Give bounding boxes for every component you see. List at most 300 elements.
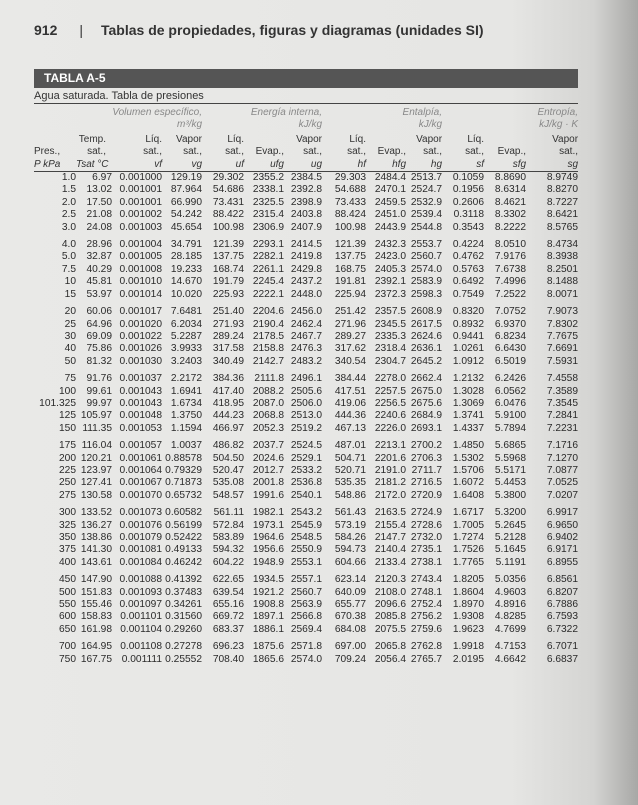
table-row: [34, 239, 578, 251]
table-cell: 136.27: [80, 519, 112, 531]
table-cell: 14.670: [170, 276, 202, 288]
table-cell: 2662.4: [410, 373, 443, 385]
table-cell: 2085.8: [374, 611, 407, 623]
table-cell: 0.56199: [165, 519, 202, 531]
table-cell: 0.001084: [119, 556, 162, 568]
table-cell: 0.001017: [119, 306, 162, 318]
table-cell: 444.36: [334, 410, 367, 422]
table-cell: 137.75: [212, 251, 244, 263]
table-cell: 325: [59, 519, 76, 531]
table-row: [34, 440, 578, 452]
table-cell: 2318.4: [374, 343, 407, 355]
table-cell: 5.2287: [170, 330, 202, 342]
table-cell: 99.61: [86, 385, 112, 397]
table-cell: 622.65: [212, 574, 244, 586]
group-unit-row: [34, 119, 578, 133]
table-cell: 2645.2: [410, 355, 443, 367]
column-header: [244, 134, 284, 146]
table-cell: 2762.8: [410, 641, 443, 653]
table-cell: 2429.8: [290, 263, 323, 275]
table-cell: 2355.2: [252, 172, 284, 184]
table-cell: 167.75: [80, 653, 112, 665]
table-cell: 2529.1: [290, 452, 323, 464]
table-cell: 168.74: [212, 263, 244, 275]
table-cell: 1.0037: [170, 440, 202, 452]
table-cell: 129.19: [170, 172, 202, 184]
table-cell: 1.4850: [452, 440, 485, 452]
table-cell: 0.37483: [165, 586, 202, 598]
table-cell: 317.58: [212, 343, 244, 355]
table-cell: 191.79: [212, 276, 244, 288]
table-cell: 2256.5: [374, 397, 407, 409]
table-cell: 467.13: [334, 422, 367, 434]
table-cell: 2743.4: [410, 574, 443, 586]
table-cell: 0.7549: [452, 288, 485, 300]
table-cell: 8.8690: [494, 172, 527, 184]
table-cell: 275: [59, 489, 76, 501]
table-caption: Agua saturada. Tabla de presiones: [34, 90, 204, 102]
table-cell: 1956.6: [252, 544, 284, 556]
table-cell: 2476.3: [290, 343, 323, 355]
table-row: [34, 507, 578, 519]
table-cell: 2505.6: [290, 385, 323, 397]
table-cell: 100.98: [212, 221, 244, 233]
table-cell: 2.5: [61, 209, 76, 221]
table-cell: 466.97: [212, 422, 244, 434]
column-header: vg: [191, 158, 202, 170]
table-cell: 147.90: [80, 574, 112, 586]
table-cell: 8.4621: [494, 196, 527, 208]
column-header: sat.,: [559, 146, 579, 158]
table-cell: 5.0356: [494, 574, 527, 586]
table-cell: 2201.6: [374, 452, 407, 464]
table-cell: 8.0510: [494, 239, 527, 251]
table-cell: 0.001004: [119, 239, 162, 251]
table-cell: 2372.3: [374, 288, 407, 300]
table-cell: 2111.8: [254, 373, 284, 385]
table-cell: 4.8285: [494, 611, 527, 623]
table-cell: 5.2645: [494, 519, 527, 531]
table-cell: 2484.4: [374, 172, 407, 184]
table-cell: 0.001043: [119, 385, 162, 397]
table-cell: 0.001003: [119, 221, 162, 233]
table-row: [34, 276, 578, 288]
column-header: sfg: [512, 158, 527, 170]
column-header: sg: [567, 158, 579, 170]
table-cell: 164.95: [80, 641, 112, 653]
table-cell: 40.29: [86, 263, 112, 275]
table-cell: 0.3543: [452, 221, 485, 233]
table-cell: 7.8302: [546, 318, 579, 330]
table-cell: 2315.4: [252, 209, 284, 221]
column-header: Evap.,: [255, 146, 284, 158]
table-cell: 2732.0: [410, 532, 443, 543]
table-cell: 604.22: [212, 556, 244, 568]
table-cell: 161.98: [80, 623, 112, 635]
table-cell: 584.26: [334, 532, 367, 543]
table-row: [34, 453, 578, 465]
table-cell: 504.50: [212, 452, 244, 464]
table-cell: 2432.3: [374, 239, 407, 251]
table-cell: 2240.6: [374, 410, 407, 422]
table-row: [34, 587, 578, 599]
table-cell: 289.24: [212, 330, 244, 342]
table-cell: 40: [64, 343, 76, 355]
table-cell: 0.65732: [165, 489, 202, 501]
table-cell: 2293.1: [252, 239, 284, 251]
table-cell: 7.4996: [494, 276, 527, 288]
table-cell: 2684.9: [410, 410, 443, 422]
table-cell: 2190.4: [252, 318, 284, 330]
table-cell: 300: [59, 507, 76, 519]
table-cell: 594.32: [212, 544, 244, 556]
table-cell: 6.8234: [494, 330, 527, 342]
table-cell: 0.79329: [165, 464, 202, 476]
table-cell: 2338.1: [252, 184, 284, 196]
table-cell: 2155.4: [374, 519, 407, 531]
table-cell: 2133.4: [374, 556, 407, 568]
table-cell: 2545.9: [290, 519, 323, 531]
table-cell: 1.6408: [452, 489, 485, 501]
column-header: Vapor: [296, 133, 323, 145]
table-cell: 450: [59, 574, 76, 586]
table-cell: 683.37: [212, 623, 244, 635]
table-cell: 3.9933: [170, 343, 202, 355]
table-cell: 3.0: [61, 221, 76, 233]
table-cell: 0.001030: [119, 355, 162, 367]
table-row: [34, 599, 578, 611]
table-cell: 6.6837: [546, 653, 579, 665]
table-cell: 20: [64, 306, 76, 318]
table-cell: 2403.8: [290, 209, 323, 221]
table-cell: 2752.4: [410, 599, 443, 611]
table-row: [34, 306, 578, 318]
table-cell: 504.71: [334, 452, 367, 464]
table-cell: 1.8205: [452, 574, 485, 586]
table-cell: 2158.8: [252, 343, 284, 355]
table-cell: 2756.2: [410, 611, 443, 623]
table-cell: 101.325: [39, 397, 76, 409]
table-cell: 7.6691: [546, 343, 579, 355]
table-cell: 8.6314: [494, 184, 527, 196]
table-cell: 417.40: [212, 385, 244, 397]
table-cell: 2748.1: [410, 586, 443, 598]
table-row: [34, 319, 578, 331]
table-cell: 21.08: [86, 209, 112, 221]
table-cell: 0.001026: [119, 343, 162, 355]
table-cell: 0.3118: [453, 209, 485, 221]
table-row: [34, 264, 578, 276]
table-cell: 116.04: [81, 440, 112, 452]
table-cell: 550: [59, 599, 76, 611]
table-cell: 45.654: [170, 221, 202, 233]
table-cell: 1.3750: [170, 410, 202, 422]
table-cell: 2608.9: [410, 306, 443, 318]
table-cell: 1991.6: [252, 489, 284, 501]
table-cell: 2024.6: [252, 452, 284, 464]
table-cell: 0.001073: [119, 507, 162, 519]
table-cell: 1.6734: [170, 397, 202, 409]
table-cell: 1.7005: [452, 519, 485, 531]
table-cell: 2716.5: [410, 477, 443, 489]
table-cell: 0.25552: [165, 653, 202, 665]
table-cell: 8.2222: [494, 221, 527, 233]
table-cell: 5.2128: [494, 532, 527, 543]
table-cell: 1.3069: [452, 397, 485, 409]
group-specific-volume: Volumen específico,: [112, 107, 202, 118]
column-header: [366, 134, 406, 146]
table-cell: 0.001111: [121, 653, 162, 665]
table-cell: 5.5171: [494, 464, 527, 476]
table-cell: 2304.7: [374, 355, 407, 367]
column-header: ufg: [270, 158, 284, 170]
table-cell: 150: [59, 422, 76, 434]
table-cell: 2172.0: [374, 489, 407, 501]
table-cell: 0.001104: [120, 623, 162, 635]
table-cell: 1.8604: [452, 586, 485, 598]
table-cell: 8.6421: [546, 209, 579, 221]
table-cell: 2456.0: [290, 306, 323, 318]
table-cell: 2675.0: [410, 385, 443, 397]
table-row: [34, 423, 578, 435]
table-cell: 6.9402: [546, 532, 579, 543]
unit-internal-energy: kJ/kg: [298, 119, 323, 131]
table-cell: 1.6717: [452, 507, 485, 519]
table-cell: 289.27: [334, 330, 367, 342]
table-cell: 1.7526: [452, 544, 485, 556]
table-cell: 0.71873: [165, 477, 202, 489]
table-cell: 670.38: [334, 611, 367, 623]
table-cell: 155.46: [80, 599, 112, 611]
table-cell: 130.58: [80, 489, 112, 501]
table-cell: 2524.5: [290, 440, 323, 452]
table-cell: 2636.1: [410, 343, 443, 355]
column-header: Evap.,: [497, 146, 527, 158]
table-cell: 375: [59, 544, 76, 556]
table-cell: 6.8561: [546, 574, 579, 586]
column-header: Vapor: [416, 133, 443, 145]
table-row: [34, 289, 578, 301]
table-cell: 639.54: [212, 586, 244, 598]
table-cell: 54.688: [334, 184, 367, 196]
table-cell: 7.9176: [494, 251, 527, 263]
table-cell: 137.75: [334, 251, 367, 263]
table-cell: 1.3741: [452, 410, 485, 422]
table-cell: 143.61: [80, 556, 112, 568]
table-cell: 251.42: [334, 306, 367, 318]
table-cell: 0.001008: [119, 263, 162, 275]
table-cell: 2675.6: [410, 397, 443, 409]
table-cell: 271.96: [334, 318, 367, 330]
table-cell: 2543.2: [290, 507, 323, 519]
table-row: [34, 654, 578, 666]
table-cell: 2574.0: [290, 653, 323, 665]
table-row: [34, 557, 578, 569]
table-cell: 8.3302: [494, 209, 527, 221]
table-cell: 1.7274: [452, 532, 485, 543]
column-header: Líq.: [145, 133, 162, 145]
table-cell: 2147.7: [374, 532, 407, 543]
table-cell: 121.39: [334, 239, 367, 251]
table-cell: 4.8916: [494, 599, 527, 611]
table-cell: 8.7227: [546, 196, 579, 208]
table-cell: 444.23: [212, 410, 244, 422]
table-cell: 2437.2: [290, 276, 323, 288]
table-cell: 5.3200: [494, 507, 527, 519]
table-cell: 0.001022: [119, 330, 162, 342]
table-row: [34, 386, 578, 398]
table-cell: 1.6941: [170, 385, 202, 397]
table-cell: 417.51: [334, 385, 367, 397]
table-cell: 1.6072: [452, 477, 485, 489]
table-cell: 2120.3: [374, 574, 407, 586]
table-cell: 28.96: [86, 239, 112, 251]
table-cell: 2163.5: [374, 507, 407, 519]
group-enthalpy: Entalpía,: [402, 107, 443, 118]
table-cell: 73.433: [334, 196, 367, 208]
table-cell: 1897.1: [252, 611, 284, 623]
table-cell: 655.77: [334, 599, 367, 611]
table-cell: 623.14: [334, 574, 367, 586]
table-cell: 6.9917: [546, 507, 579, 519]
table-cell: 2419.8: [290, 251, 323, 263]
table-cell: 340.49: [212, 355, 244, 367]
table-cell: 7.2231: [546, 422, 579, 434]
table-cell: 2711.7: [411, 464, 443, 476]
table-cell: 0.001001: [119, 196, 162, 208]
table-cell: 2278.0: [374, 373, 407, 385]
table-cell: 1.0: [61, 172, 76, 184]
table-row: [34, 356, 578, 368]
table-cell: 535.35: [334, 477, 367, 489]
table-row: [34, 477, 578, 489]
table-cell: 0.001064: [119, 464, 162, 476]
table-cell: 7.2841: [546, 410, 579, 422]
column-header: P kPa: [34, 158, 61, 170]
table-cell: 5.3800: [494, 489, 527, 501]
table-cell: 5.7894: [494, 422, 527, 434]
table-row: [34, 465, 578, 477]
table-row: [34, 574, 578, 586]
table-cell: 2226.0: [374, 422, 407, 434]
table-cell: 2553.7: [410, 239, 443, 251]
table-cell: 535.08: [212, 477, 244, 489]
table-cell: 1921.2: [252, 586, 284, 598]
table-cell: 28.185: [170, 251, 202, 263]
table-cell: 1.9918: [452, 641, 485, 653]
table-cell: 419.06: [334, 397, 367, 409]
table-cell: 53.97: [86, 288, 112, 300]
column-header: Vapor: [176, 133, 202, 145]
table-row: [34, 624, 578, 636]
table-cell: 0.29260: [165, 623, 202, 635]
table-cell: 697.00: [334, 641, 367, 653]
table-cell: 640.09: [334, 586, 367, 598]
table-cell: 2443.9: [374, 221, 407, 233]
table-cell: 7.0207: [546, 489, 579, 501]
table-cell: 700: [59, 641, 76, 653]
table-cell: 2142.7: [252, 355, 284, 367]
table-cell: 2553.1: [290, 556, 323, 568]
table-cell: 121.39: [212, 239, 244, 251]
table-cell: 0.001070: [119, 489, 162, 501]
table-row: [34, 490, 578, 502]
table-cell: 5.0: [61, 251, 76, 263]
table-cell: 350: [59, 532, 76, 543]
table-cell: 340.54: [334, 355, 367, 367]
unit-specific-volume: m³/kg: [177, 119, 202, 131]
table-cell: 0.49133: [165, 544, 202, 556]
column-header: sat.,: [183, 146, 202, 158]
table-cell: 54.242: [170, 209, 202, 221]
table-cell: 2550.9: [290, 544, 323, 556]
table-row: [34, 398, 578, 410]
table-cell: 2407.9: [290, 221, 323, 233]
table-cell: 2.0195: [452, 653, 485, 665]
table-cell: 2724.9: [410, 507, 443, 519]
table-cell: 0.001037: [119, 373, 162, 385]
table-cell: 0.1059: [452, 172, 485, 184]
column-header: sat.,: [347, 146, 367, 158]
table-cell: 600: [59, 611, 76, 623]
table-cell: 6.8207: [546, 586, 579, 598]
table-cell: 2213.1: [374, 440, 407, 452]
running-title: Tablas de propiedades, figuras y diagramas (unidades SI): [101, 22, 484, 38]
table-cell: 0.2606: [452, 196, 485, 208]
table-cell: 2345.5: [374, 318, 407, 330]
table-cell: 317.62: [334, 343, 367, 355]
column-header: sat.,: [225, 146, 244, 158]
column-header: Tsat °C: [76, 158, 109, 170]
table-cell: 487.01: [334, 440, 367, 452]
table-cell: 7.1716: [546, 440, 579, 452]
table-cell: 2052.3: [252, 422, 284, 434]
table-cell: 2423.0: [374, 251, 407, 263]
table-row: [34, 251, 578, 263]
table-cell: 138.86: [80, 532, 112, 543]
column-header: Pres.,: [34, 146, 61, 158]
table-cell: 1908.8: [252, 599, 284, 611]
table-cell: 0.8932: [452, 318, 485, 330]
table-cell: 0.001061: [119, 452, 162, 464]
table-row: [34, 184, 578, 196]
group-entropy: Entropía,: [537, 107, 579, 118]
table-cell: 7.6481: [170, 306, 202, 318]
table-cell: 1865.6: [252, 653, 284, 665]
table-cell: 2513.0: [290, 410, 323, 422]
table-cell: 2068.8: [252, 410, 284, 422]
table-cell: 6.5019: [494, 355, 527, 367]
table-cell: 0.34261: [165, 599, 202, 611]
table-cell: 1.4337: [452, 422, 485, 434]
table-cell: 2496.1: [290, 373, 323, 385]
table-row: [34, 611, 578, 623]
table-cell: 0.6492: [452, 276, 485, 288]
column-header-row: [34, 146, 578, 158]
table-cell: 594.73: [334, 544, 367, 556]
table-cell: 2.0: [61, 196, 76, 208]
table-cell: 655.16: [212, 599, 244, 611]
table-cell: 2451.0: [374, 209, 407, 221]
table-cell: 1.3028: [452, 385, 485, 397]
table-cell: 99.97: [86, 397, 112, 409]
table-cell: 2720.9: [410, 489, 443, 501]
table-cell: 111.35: [82, 422, 112, 434]
group-internal-energy: Energía interna,: [250, 107, 323, 118]
table-cell: 225.93: [212, 288, 244, 300]
table-cell: 151.83: [80, 586, 112, 598]
page-header: [34, 22, 484, 38]
